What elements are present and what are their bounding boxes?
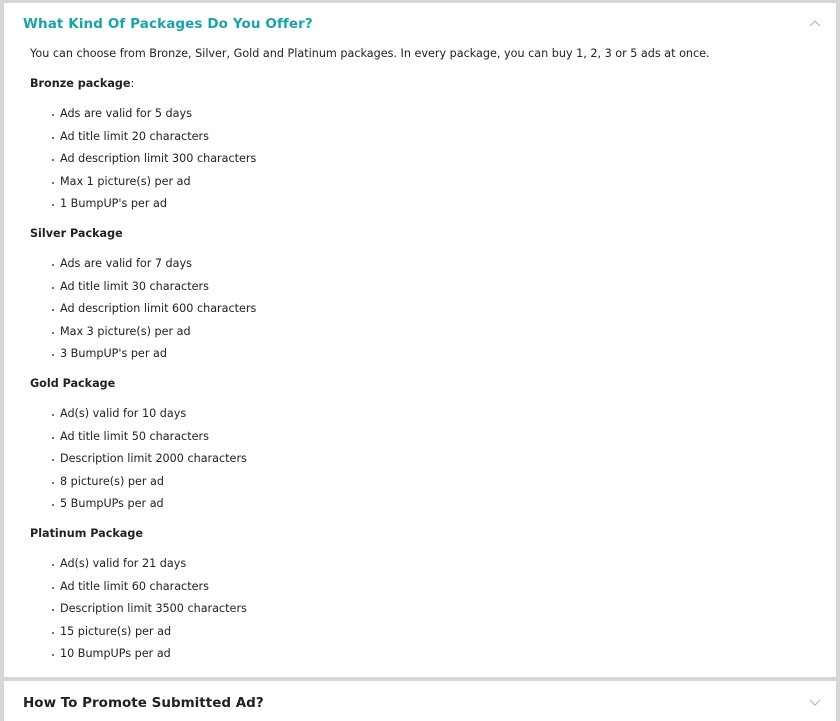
list-item: Max 1 picture(s) per ad	[30, 175, 256, 198]
list-item: Max 3 picture(s) per ad	[30, 325, 256, 348]
list-item: Ad title limit 60 characters	[30, 580, 247, 603]
list-item: 10 BumpUPs per ad	[30, 647, 247, 670]
list-item: Ad title limit 30 characters	[30, 280, 256, 303]
faq-title: What Kind Of Packages Do You Offer?	[23, 16, 313, 32]
package-title-silver: Silver Package	[30, 227, 123, 240]
package-title-gold: Gold Package	[30, 377, 116, 390]
feature-list-platinum	[30, 557, 247, 670]
faq-header-packages[interactable]	[4, 3, 836, 45]
list-item: Ad(s) valid for 10 days	[30, 407, 247, 430]
chevron-up-icon[interactable]	[808, 17, 822, 31]
chevron-down-icon[interactable]	[808, 695, 822, 709]
list-item: Ads are valid for 5 days	[30, 107, 256, 130]
list-item: Ad(s) valid for 21 days	[30, 557, 247, 580]
faq-title: How To Promote Submitted Ad?	[23, 695, 264, 711]
feature-list-silver	[30, 257, 256, 370]
package-title-bronze: Bronze package:	[30, 77, 135, 90]
feature-list-bronze	[30, 107, 256, 220]
feature-list-gold	[30, 407, 247, 520]
list-item: 3 BumpUP's per ad	[30, 347, 256, 370]
list-item: 1 BumpUP's per ad	[30, 197, 256, 220]
faq-item-promote[interactable]	[4, 681, 836, 721]
list-item: 5 BumpUPs per ad	[30, 497, 247, 520]
list-item: Description limit 3500 characters	[30, 602, 247, 625]
faq-item-packages	[4, 3, 836, 677]
list-item: Description limit 2000 characters	[30, 452, 247, 475]
list-item: 15 picture(s) per ad	[30, 625, 247, 648]
package-title-platinum: Platinum Package	[30, 527, 143, 540]
list-item: Ad description limit 600 characters	[30, 302, 256, 325]
list-item: Ad title limit 20 characters	[30, 130, 256, 153]
list-item: Ad title limit 50 characters	[30, 430, 247, 453]
list-item: 8 picture(s) per ad	[30, 475, 247, 498]
intro-text: You can choose from Bronze, Silver, Gold and Platinum packages. In every package, you can buy 1, 2, 3 or 5 ads at once.	[30, 47, 710, 60]
list-item: Ads are valid for 7 days	[30, 257, 256, 280]
list-item: Ad description limit 300 characters	[30, 152, 256, 175]
